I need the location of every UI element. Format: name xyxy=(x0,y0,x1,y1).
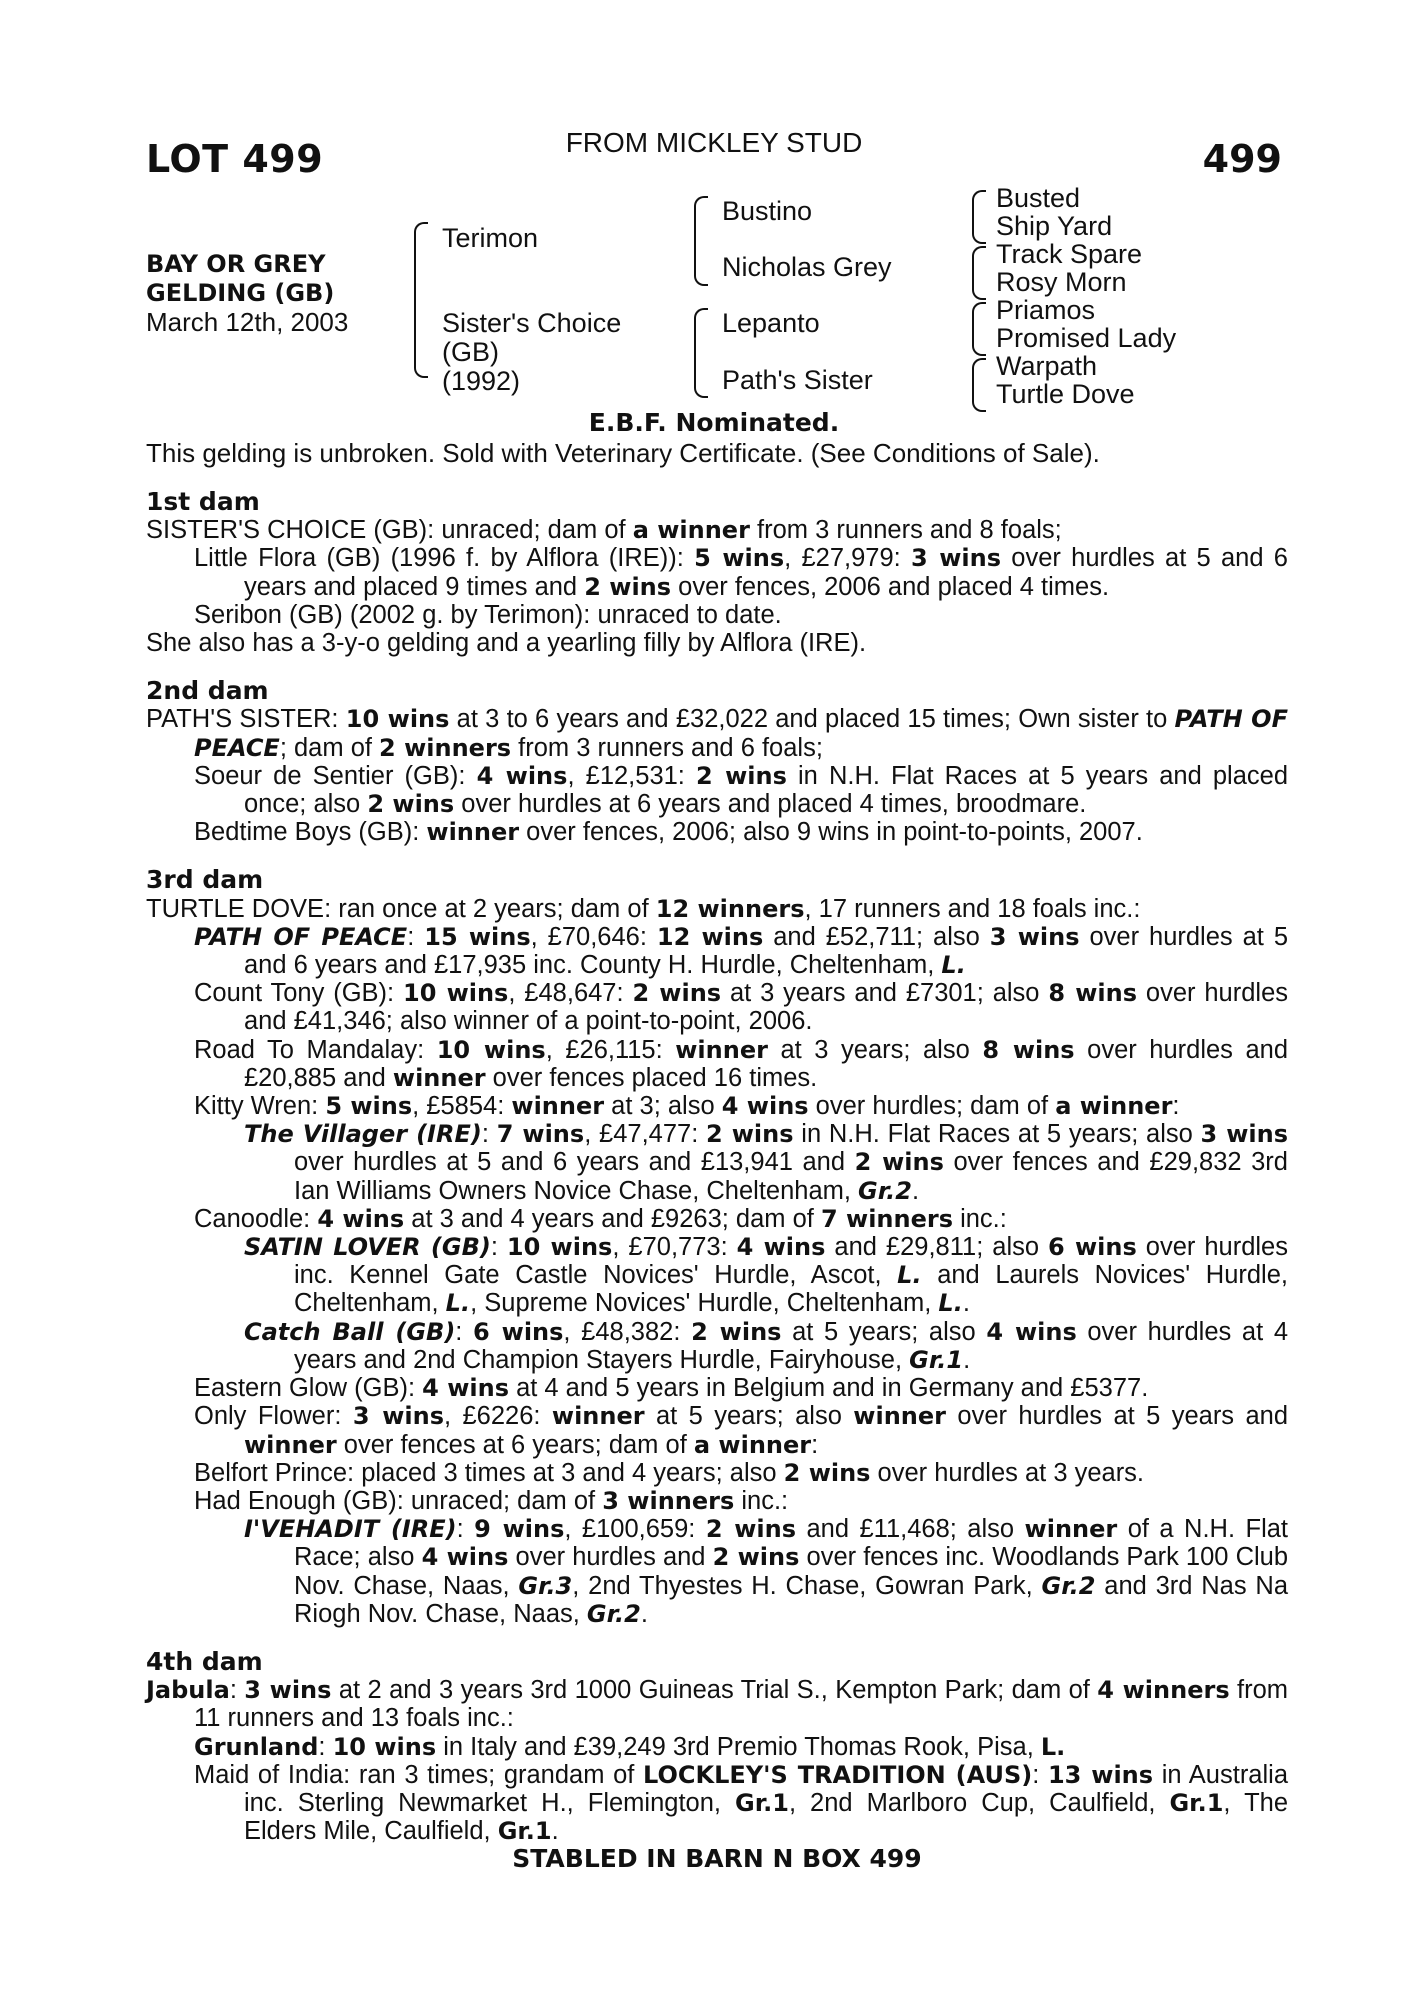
first-dam-record: SISTER'S CHOICE (GB): unraced; dam of a winner from 3 runners and 8 foals; xyxy=(146,516,1062,545)
ebf-nominated: E.B.F. Nominated. xyxy=(588,408,840,437)
produce-entry: The Villager (IRE): 7 wins, £47,477: 2 wins in N.H. Flat Races at 5 years; also 3 wins over hurdles at 5 and 6 years and £13,941 and 2 wins over fences and £29,832 3rd Ian Williams Owners Novice Chase, Cheltenham, Gr.2. xyxy=(244,1120,1289,1205)
pedigree-brace xyxy=(694,308,708,398)
consignor: FROM MICKLEY STUD xyxy=(565,127,863,158)
horse-description xyxy=(146,250,348,337)
third-dam-heading: 3rd dam xyxy=(146,865,264,895)
produce-entry: Count Tony (GB): 10 wins, £48,647: 2 wins at 3 years and £7301; also 8 wins over hurdles and £41,346; also winner of a point-to-point, 2006. xyxy=(194,979,1289,1036)
pedigree-gg4: Rosy Morn xyxy=(996,267,1127,297)
produce-entry: Maid of India: ran 3 times; grandam of LOCKLEY'S TRADITION (AUS): 13 wins in Australia inc. Sterling Newmarket H., Flemington, Gr.1, 2nd Marlboro Cup, Caulfield, Gr.1, The Elders Mile, Caulfield, Gr.1. xyxy=(194,1760,1289,1846)
produce-entry: Kitty Wren: 5 wins, £5854: winner at 3; also 4 wins over hurdles; dam of a winner: xyxy=(194,1092,1180,1121)
fourth-dam-heading: 4th dam xyxy=(146,1646,263,1676)
pedigree-brace xyxy=(972,302,986,356)
pedigree-dam-line1: Sister's Choice xyxy=(442,308,622,338)
pedigree-dam-line3: (1992) xyxy=(442,366,521,396)
produce-entry: I'VEHADIT (IRE): 9 wins, £100,659: 2 wins and £11,468; also winner of a N.H. Flat Race; also 4 wins over hurdles and 2 wins over fences inc. Woodlands Park 100 Club Nov. Chase, Naas, Gr.3, 2nd Thyestes H. Chase, Gowran Park, Gr.2 and 3rd Nas Na Riogh Nov. Chase, Naas, Gr.2. xyxy=(244,1515,1289,1628)
produce-entry: Catch Ball (GB): 6 wins, £48,382: 2 wins at 5 years; also 4 wins over hurdles at 4 years and 2nd Champion Stayers Hurdle, Fairyhouse, Gr.1. xyxy=(244,1317,1289,1374)
pedigree-brace xyxy=(972,246,986,300)
produce-entry: Had Enough (GB): unraced; dam of 3 winners inc.: xyxy=(194,1486,789,1515)
lot-number: 499 xyxy=(1202,137,1282,181)
pedigree-dam-line2: (GB) xyxy=(442,337,499,367)
produce-entry: Belfort Prince: placed 3 times at 3 and 4 years; also 2 wins over hurdles at 3 years. xyxy=(194,1458,1145,1487)
pedigree-gg1: Busted xyxy=(996,183,1081,213)
horse-colour: BAY OR GREY xyxy=(146,250,326,278)
pedigree-gg6: Promised Lady xyxy=(996,323,1177,353)
pedigree-dam-sire: Lepanto xyxy=(722,308,820,338)
produce-entry: Grunland: 10 wins in Italy and £39,249 3rd Premio Thomas Rook, Pisa, L. xyxy=(194,1732,1066,1761)
sale-note: This gelding is unbroken. Sold with Veterinary Certificate. (See Conditions of Sale). xyxy=(146,438,1100,468)
produce-entry: Soeur de Sentier (GB): 4 wins, £12,531: 2 wins in N.H. Flat Races at 5 years and placed once; also 2 wins over hurdles at 6 years and placed 4 times, broodmare. xyxy=(194,761,1289,819)
pedigree-gg3: Track Spare xyxy=(996,239,1143,269)
pedigree-sire: Terimon xyxy=(442,223,539,253)
pedigree-sire-dam: Nicholas Grey xyxy=(722,252,892,282)
pedigree-brace xyxy=(694,196,708,286)
produce-entry: Eastern Glow (GB): 4 wins at 4 and 5 years in Belgium and in Germany and £5377. xyxy=(194,1374,1149,1403)
pedigree-brace xyxy=(972,190,986,244)
pedigree-gg2: Ship Yard xyxy=(996,211,1113,241)
pedigree-brace xyxy=(972,358,986,412)
lot-label: LOT 499 xyxy=(146,137,324,181)
first-dam-heading: 1st dam xyxy=(146,487,260,516)
produce-entry: Seribon (GB) (2002 g. by Terimon): unraced to date. xyxy=(194,600,782,629)
foaling-date: March 12th, 2003 xyxy=(146,307,349,337)
produce-record xyxy=(146,488,1288,1874)
produce-entry: PATH OF PEACE: 15 wins, £70,646: 12 wins and £52,711; also 3 wins over hurdles at 5 and 6 years and £17,935 inc. County H. Hurdle, Cheltenham, L. xyxy=(194,922,1288,980)
produce-entry: SATIN LOVER (GB): 10 wins, £70,773: 4 wins and £29,811; also 6 wins over hurdles inc. Kennel Gate Castle Novices' Hurdle, Ascot, L. and Laurels Novices' Hurdle, Cheltenham, L., Supreme Novices' Hurdle, Cheltenham, L.. xyxy=(244,1233,1288,1318)
first-dam-note: She also has a 3-y-o gelding and a yearling filly by Alflora (IRE). xyxy=(146,629,867,658)
produce-entry: Bedtime Boys (GB): winner over fences, 2006; also 9 wins in point-to-points, 2007. xyxy=(194,818,1143,847)
pedigree-gg8: Turtle Dove xyxy=(996,379,1135,409)
horse-sex: GELDING (GB) xyxy=(146,279,335,307)
produce-entry: Little Flora (GB) (1996 f. by Alflora (IRE)): 5 wins, £27,979: 3 wins over hurdles at 5 and 6 years and placed 9 times and 2 wins over fences, 2006 and placed 4 times. xyxy=(194,544,1288,601)
third-dam-record: TURTLE DOVE: ran once at 2 years; dam of 12 winners, 17 runners and 18 foals inc.: xyxy=(146,894,1141,923)
pedigree-brace xyxy=(414,222,428,378)
stabling-info: STABLED IN BARN N BOX 499 xyxy=(512,1844,922,1874)
pedigree-dam-dam: Path's Sister xyxy=(722,365,873,395)
produce-entry: Road To Mandalay: 10 wins, £26,115: winner at 3 years; also 8 wins over hurdles and £20,885 and winner over fences placed 16 times. xyxy=(194,1035,1289,1092)
fourth-dam-record: Jabula: 3 wins at 2 and 3 years 3rd 1000 Guineas Trial S., Kempton Park; dam of 4 winners from 11 runners and 13 foals inc.: xyxy=(146,1676,1289,1733)
pedigree-gg7: Warpath xyxy=(996,351,1098,381)
second-dam-record: PATH'S SISTER: 10 wins at 3 to 6 years and £32,022 and placed 15 times; Own sister to PATH OF PEACE; dam of 2 winners from 3 runners and 6 foals; xyxy=(146,705,1288,762)
produce-entry: Canoodle: 4 wins at 3 and 4 years and £9263; dam of 7 winners inc.: xyxy=(194,1204,1007,1233)
second-dam-heading: 2nd dam xyxy=(146,676,269,706)
pedigree-sire-sire: Bustino xyxy=(722,196,813,226)
produce-entry: Only Flower: 3 wins, £6226: winner at 5 years; also winner over hurdles at 5 years and winner over fences at 6 years; dam of a winner: xyxy=(194,1402,1289,1459)
pedigree-gg5: Priamos xyxy=(996,295,1096,325)
